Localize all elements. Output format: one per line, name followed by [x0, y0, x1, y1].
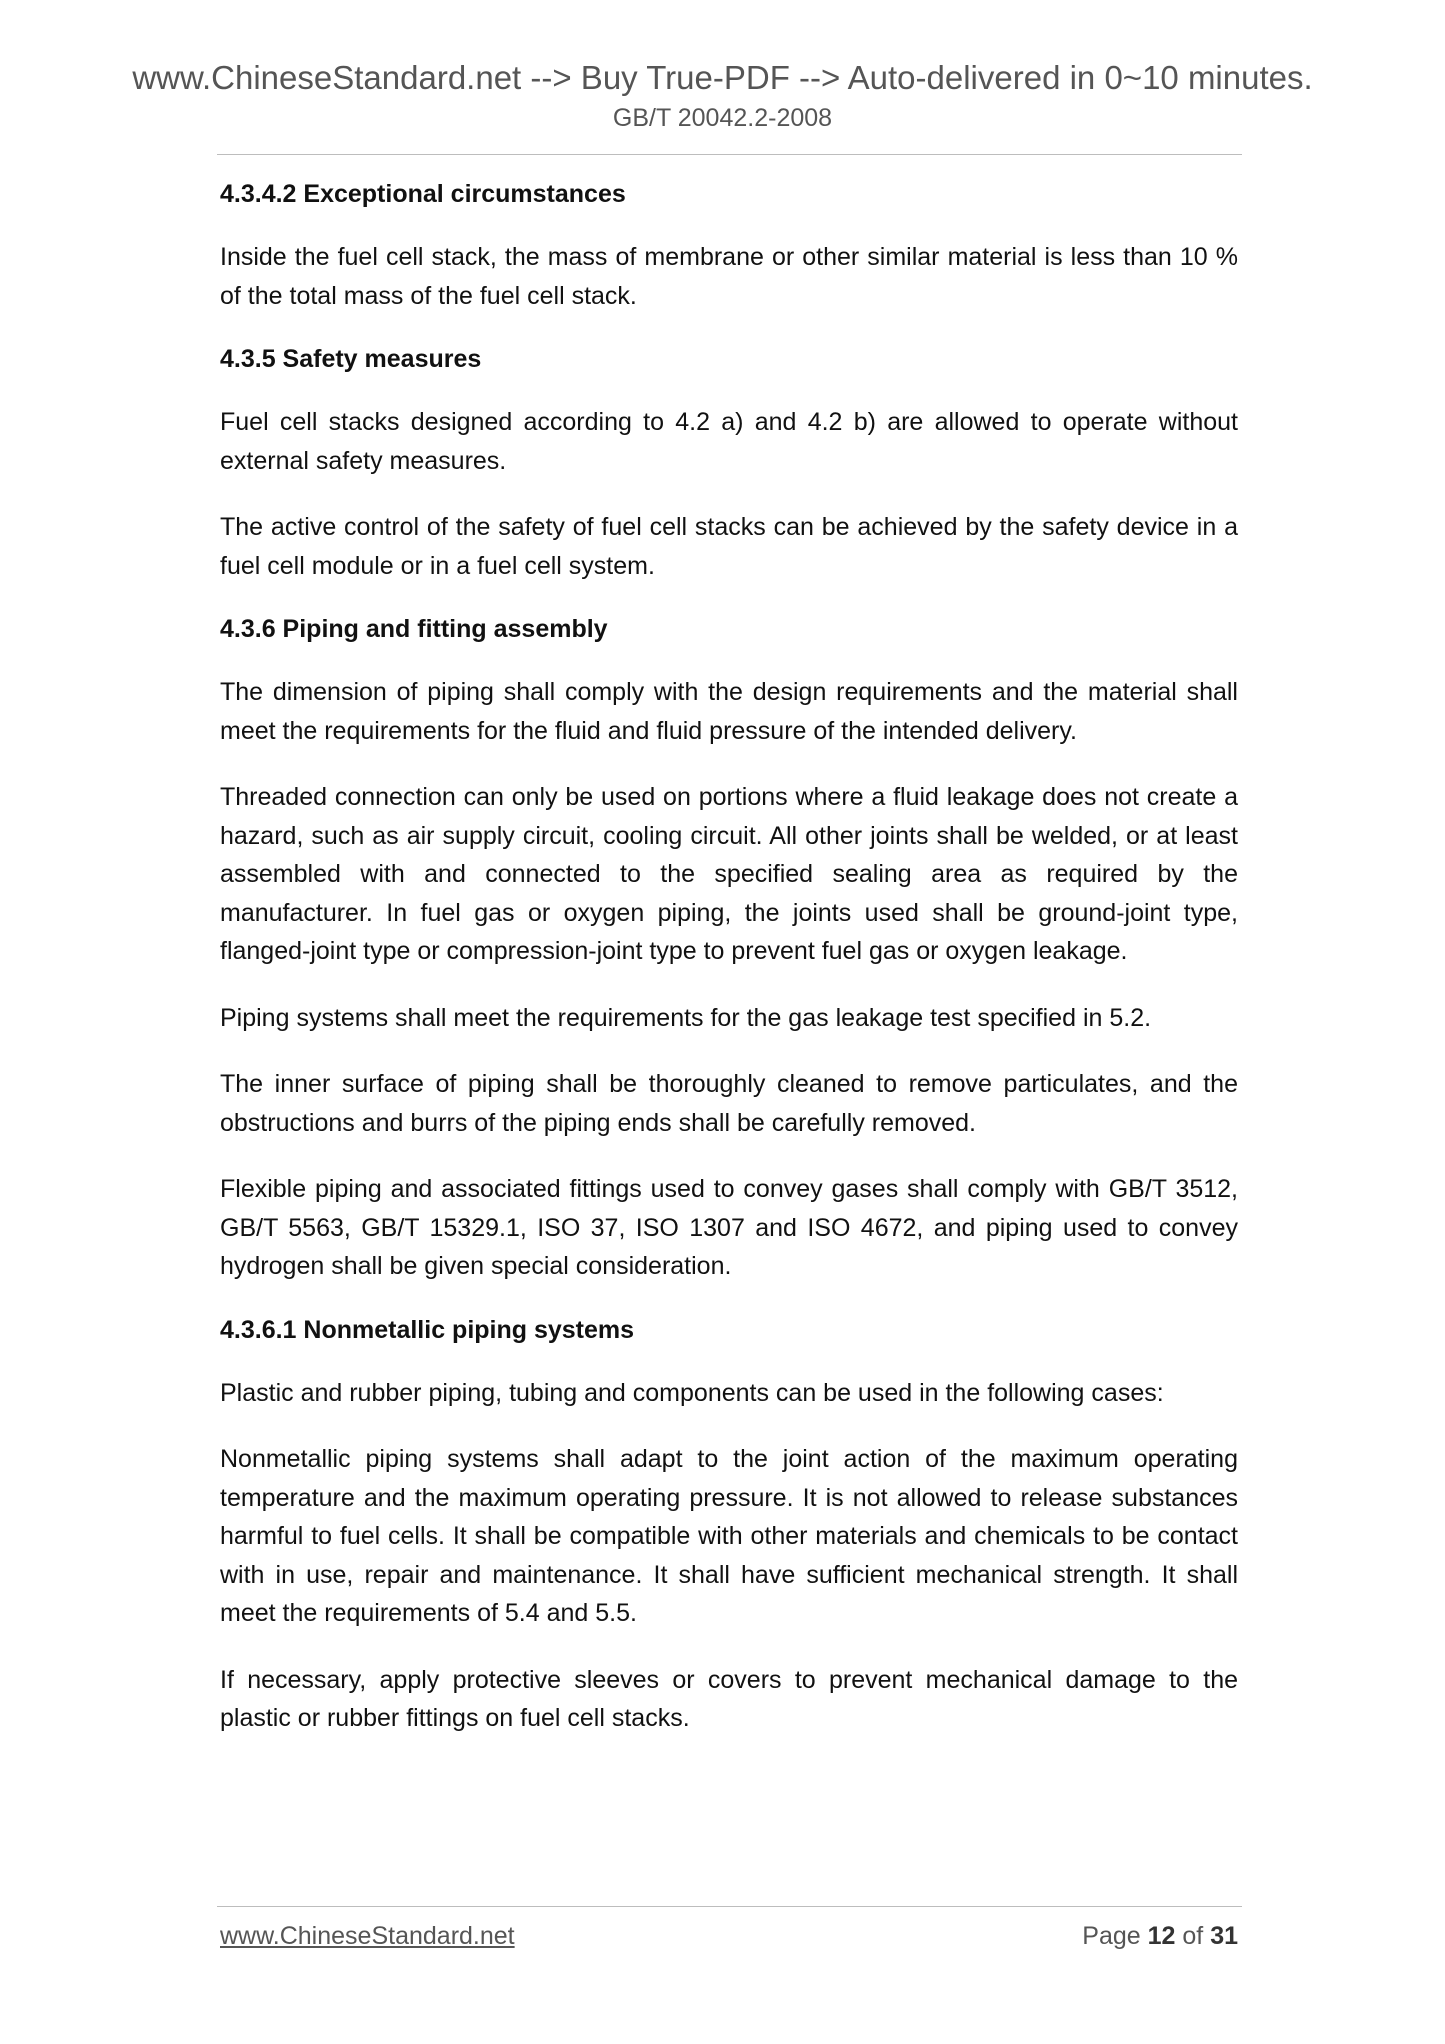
document-body	[220, 178, 1238, 1766]
page-current: 12	[1147, 1922, 1176, 1950]
paragraph: Flexible piping and associated fittings used to convey gases shall comply with GB/T 3512, GB/T 5563, GB/T 15329.1, ISO 37, ISO 1307 and ISO 4672, and piping used to convey hydrogen shall be given special consideration.	[220, 1175, 1238, 1280]
page-footer	[220, 1922, 1238, 1956]
paragraph: The dimension of piping shall comply with the design requirements and the material shall meet the requirements for the fluid and fluid pressure of the intended delivery.	[220, 678, 1238, 745]
paragraph: The active control of the safety of fuel cell stacks can be achieved by the safety device in a fuel cell module or in a fuel cell system.	[220, 513, 1238, 580]
page-total: 31	[1210, 1922, 1238, 1950]
header-banner-text: www.ChineseStandard.net --> Buy True-PDF --> Auto-delivered in 0~10 minutes.	[132, 59, 1313, 96]
section-heading-4-3-5: 4.3.5 Safety measures	[220, 345, 482, 373]
paragraph: Fuel cell stacks designed according to 4.2 a) and 4.2 b) are allowed to operate without external safety measures.	[220, 408, 1238, 475]
page-label: Page	[1082, 1922, 1141, 1950]
section-heading-4-3-4-2: 4.3.4.2 Exceptional circumstances	[220, 180, 626, 208]
header-divider	[217, 154, 1242, 155]
standard-number: GB/T 20042.2-2008	[612, 104, 833, 132]
paragraph: Piping systems shall meet the requirements for the gas leakage test specified in 5.2.	[220, 1003, 1152, 1032]
page-of-label: of	[1182, 1922, 1204, 1950]
paragraph: If necessary, apply protective sleeves or covers to prevent mechanical damage to the plastic or rubber fittings on fuel cell stacks.	[220, 1665, 1238, 1732]
section-heading-4-3-6-1: 4.3.6.1 Nonmetallic piping systems	[220, 1315, 635, 1344]
page-header	[0, 58, 1445, 134]
footer-website-link[interactable]: www.ChineseStandard.net	[220, 1922, 515, 1950]
paragraph: Nonmetallic piping systems shall adapt to the joint action of the maximum operating temperature and the maximum operating pressure. It is not allowed to release substances harmful to fuel cells. It shall be compatible with other materials and chemicals to be contact with in use, repair and maintenance. It shall have sufficient mechanical strength. It shall meet the requirements of 5.4 and 5.5.	[220, 1445, 1238, 1627]
section-heading-4-3-6: 4.3.6 Piping and fitting assembly	[220, 615, 608, 643]
page-number	[1082, 1922, 1238, 1951]
paragraph: The inner surface of piping shall be thoroughly cleaned to remove particulates, and the obstructions and burrs of the piping ends shall be carefully removed.	[220, 1070, 1238, 1137]
paragraph: Inside the fuel cell stack, the mass of membrane or other similar material is less than 10 % of the total mass of the fuel cell stack.	[220, 243, 1238, 310]
paragraph: Threaded connection can only be used on portions where a fluid leakage does not create a hazard, such as air supply circuit, cooling circuit. All other joints shall be welded, or at least assembled with and connected to the specified sealing area as required by the manufacturer. In fuel gas or oxygen piping, the joints used shall be ground-joint type, flanged-joint type or compression-joint type to prevent fuel gas or oxygen leakage.	[220, 783, 1238, 965]
footer-divider	[217, 1906, 1242, 1907]
paragraph: Plastic and rubber piping, tubing and components can be used in the following cases:	[220, 1378, 1164, 1407]
